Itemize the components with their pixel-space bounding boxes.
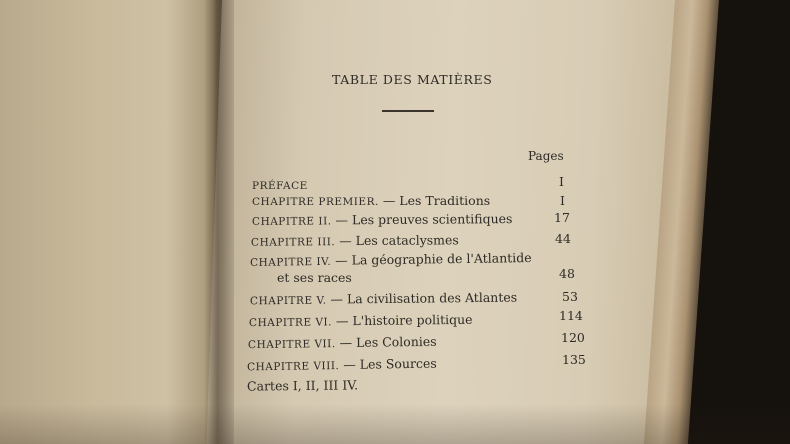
toc-entry-chapter-1: [252, 193, 490, 208]
title-rule: [382, 110, 434, 112]
entry-label: CHAPITRE PREMIER.: [252, 196, 379, 208]
entry-label: CHAPITRE V.: [249, 294, 327, 308]
toc-entry-maps: [247, 377, 358, 393]
entry-label: CHAPITRE IV.: [249, 255, 332, 269]
entry-page: 17: [554, 210, 570, 225]
entry-page: I: [559, 174, 564, 189]
toc-entry-chapter-7: [248, 334, 437, 351]
entry-page: 48: [559, 266, 575, 281]
entry-title: — La géographie de l'Atlantide: [335, 250, 532, 268]
toc-entry-chapter-3: [251, 232, 459, 248]
entry-page: 53: [562, 289, 578, 304]
entry-title: — Les preuves scientifiques: [335, 211, 513, 228]
toc-entry-chapter-4: [250, 250, 532, 269]
toc-entry-chapter-8: [247, 356, 437, 374]
toc-entry-chapter-2: [252, 211, 513, 228]
toc-entry-chapter-4-cont: et ses races: [277, 270, 352, 285]
toc-entry-chapter-5: [250, 290, 517, 308]
toc-title: TABLE DES MATIÈRES: [332, 72, 493, 87]
entry-page: 120: [561, 330, 585, 345]
entry-label: CHAPITRE VII.: [247, 338, 336, 352]
entry-label: PRÉFACE: [252, 180, 308, 192]
entry-label: CHAPITRE III.: [250, 236, 336, 249]
entry-label: CHAPITRE VI.: [248, 316, 333, 330]
entry-label: CHAPITRE VIII.: [246, 360, 340, 374]
entry-page: 44: [555, 231, 571, 246]
entry-title: — Les Traditions: [382, 193, 491, 208]
toc-entry-chapter-6: [249, 312, 473, 329]
entry-title: — Les cataclysmes: [339, 232, 459, 249]
toc-entry-preface: [252, 177, 308, 192]
pages-column-label: Pages: [528, 149, 564, 163]
entry-label: Cartes I, II, III IV.: [246, 377, 359, 394]
entry-title: — La civilisation des Atlantes: [330, 289, 518, 307]
entry-page: 114: [559, 308, 583, 323]
entry-title: — L'histoire politique: [335, 311, 473, 329]
entry-page: 135: [562, 352, 586, 367]
entry-page: I: [560, 193, 565, 208]
entry-title: — Les Colonies: [339, 333, 437, 351]
entry-title: — Les Sources: [343, 355, 437, 372]
entry-label: CHAPITRE II.: [251, 215, 332, 228]
